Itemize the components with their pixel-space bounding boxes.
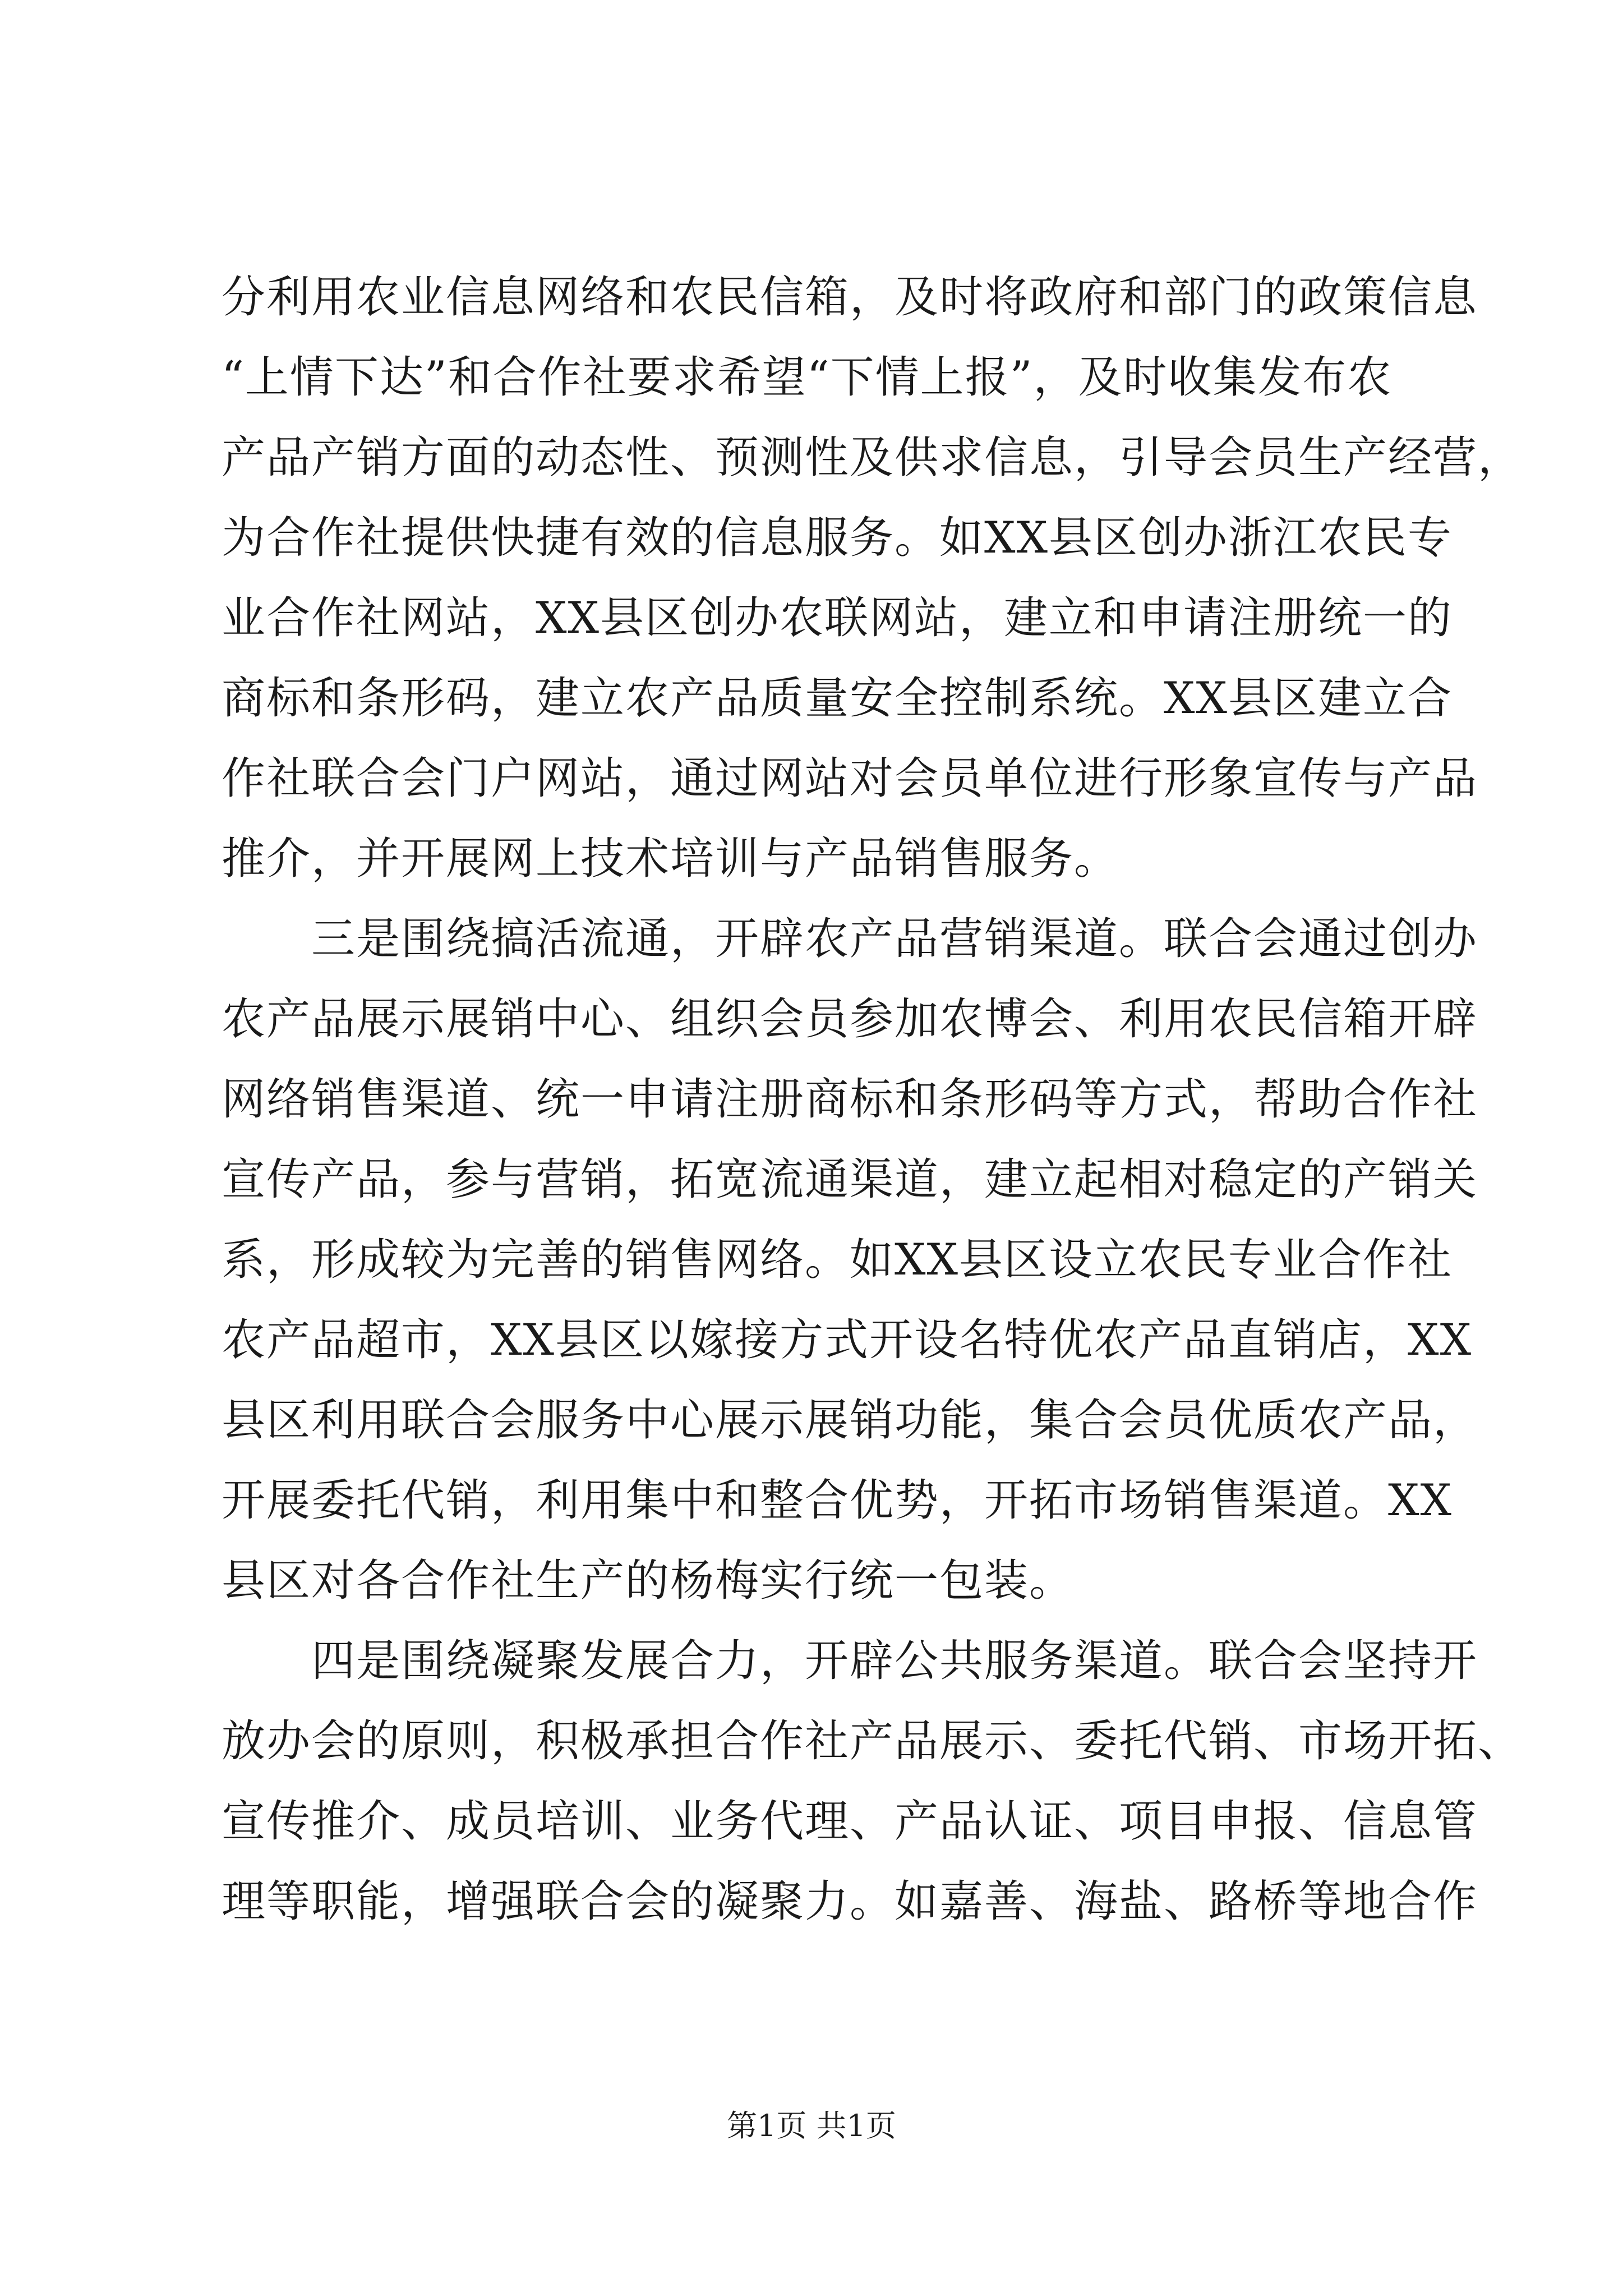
text-line: 宣传推介、成员培训、业务代理、产品认证、项目申报、信息管 [222, 1796, 1478, 1847]
text-line: 推介，并开展网上技术培训与产品销售服务。 [222, 834, 1119, 884]
text-line: 放办会的原则，积极承担合作社产品展示、委托代销、市场开拓、 [222, 1716, 1523, 1766]
text-line: 产品产销方面的动态性、预测性及供求信息，引导会员生产经营， [222, 432, 1523, 483]
page-footer: 第1页 共1页 [727, 2108, 896, 2143]
text-line: 业合作社网站，XX县区创办农联网站，建立和申请注册统一的 [222, 593, 1453, 643]
text-line: 分利用农业信息网络和农民信箱，及时将政府和部门的政策信息 [222, 272, 1478, 323]
text-line: “上情下达”和合作社要求希望“下情上报”，及时收集发布农 [222, 352, 1393, 403]
text-line: 作社联合会门户网站，通过网站对会员单位进行形象宣传与产品 [222, 753, 1478, 804]
text-line: 农产品超市，XX县区以嫁接方式开设名特优农产品直销店，XX [222, 1315, 1473, 1365]
text-line: 开展委托代销，利用集中和整合优势，开拓市场销售渠道。XX [222, 1475, 1453, 1526]
text-line: 四是围绕凝聚发展合力，开辟公共服务渠道。联合会坚持开 [222, 1636, 1478, 1686]
text-line: 三是围绕搞活流通，开辟农产品营销渠道。联合会通过创办 [222, 914, 1478, 964]
text-line: 县区利用联合会服务中心展示展销功能，集合会员优质农产品， [222, 1395, 1478, 1446]
text-line: 宣传产品，参与营销，拓宽流通渠道，建立起相对稳定的产销关 [222, 1154, 1478, 1205]
text-line: 商标和条形码，建立农产品质量安全控制系统。XX县区建立合 [222, 673, 1453, 724]
text-line: 为合作社提供快捷有效的信息服务。如XX县区创办浙江农民专 [222, 513, 1453, 563]
text-line: 理等职能，增强联合会的凝聚力。如嘉善、海盐、路桥等地合作 [222, 1876, 1478, 1927]
text-line: 网络销售渠道、统一申请注册商标和条形码等方式，帮助合作社 [222, 1074, 1478, 1125]
text-line: 系，形成较为完善的销售网络。如XX县区设立农民专业合作社 [222, 1235, 1453, 1285]
text-line: 县区对各合作社生产的杨梅实行统一包装。 [222, 1556, 1075, 1606]
text-line: 农产品展示展销中心、组织会员参加农博会、利用农民信箱开辟 [222, 994, 1478, 1045]
